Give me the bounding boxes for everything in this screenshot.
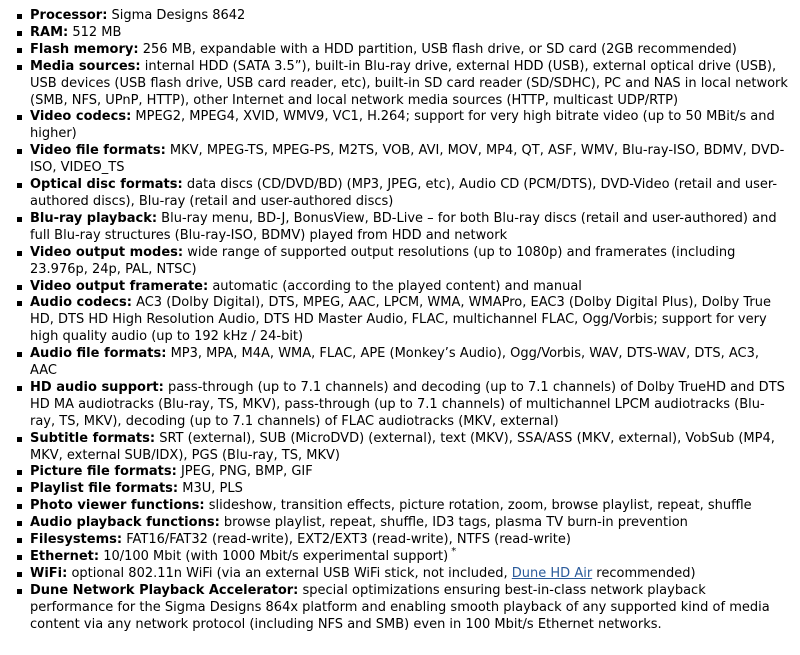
spec-value: AC3 (Dolby Digital), DTS, MPEG, AAC, LPCM, WMA, WMAPro, EAC3 (Dolby Digital Plus), Dolby True HD, DTS HD High Resolution Audio, DTS HD Master Audio, FLAC, multichannel FLAC, Ogg/Vorbis; support for very high quality audio (up to 192 kHz / 24-bit)	[30, 295, 771, 345]
spec-item	[13, 143, 788, 177]
spec-label: Media sources:	[30, 58, 141, 74]
spec-item-ethernet	[13, 546, 788, 566]
spec-value: Blu-ray menu, BD-J, BonusView, BD-Live – for both Blu-ray discs (retail and user-authored) and full Blu-ray structures (Blu-ray-ISO, BDMV) played from HDD and network	[30, 210, 777, 243]
spec-label: Photo viewer functions:	[30, 498, 205, 514]
spec-item	[13, 211, 788, 245]
spec-value: Sigma Designs 8642	[107, 8, 246, 23]
spec-item-wifi	[13, 566, 788, 583]
spec-label: Filesystems:	[30, 532, 123, 548]
spec-item	[13, 177, 788, 211]
spec-value: M3U, PLS	[178, 481, 243, 497]
spec-label: Video output modes:	[30, 244, 184, 260]
spec-label: Playlist file formats:	[30, 481, 179, 497]
spec-value: JPEG, PNG, BMP, GIF	[176, 464, 313, 480]
spec-item	[13, 346, 788, 380]
spec-item	[13, 481, 788, 498]
dune-hd-air-link[interactable]: Dune HD Air	[511, 565, 593, 581]
spec-item	[13, 431, 788, 465]
spec-value: data discs (CD/DVD/BD) (MP3, JPEG, etc), Audio CD (PCM/DTS), DVD-Video (retail and user-authored discs), Blu-ray (retail and user-authored discs)	[30, 177, 778, 209]
spec-label: Optical disc formats:	[30, 177, 183, 193]
spec-value: optional 802.11n WiFi (via an external USB WiFi stick, not included,	[67, 565, 512, 581]
spec-value: MKV, MPEG-TS, MPEG-PS, M2TS, VOB, AVI, MOV, MP4, QT, ASF, WMV, Blu-ray-ISO, BDMV, DVD-ISO, VIDEO_TS	[30, 143, 785, 176]
spec-value: FAT16/FAT32 (read-write), EXT2/EXT3 (read-write), NTFS (read-write)	[122, 532, 571, 548]
spec-item	[13, 8, 788, 25]
spec-item	[13, 295, 788, 346]
spec-label: Audio playback functions:	[30, 515, 220, 531]
spec-item	[13, 42, 788, 59]
spec-label: Flash memory:	[30, 41, 139, 57]
spec-label: RAM:	[30, 24, 69, 40]
spec-label: Video output framerate:	[30, 278, 209, 294]
spec-item	[13, 532, 788, 549]
spec-label: Ethernet:	[30, 549, 100, 564]
spec-value: SRT (external), SUB (MicroDVD) (external), text (MKV), SSA/ASS (MKV, external), VobSub (MP4, MKV, external SUB/IDX), PGS (Blu-ray, TS, MKV)	[30, 430, 775, 463]
footnote-marker: *	[451, 546, 457, 557]
spec-value: browse playlist, repeat, shuffle, ID3 tags, plasma TV burn-in prevention	[219, 515, 688, 531]
spec-value: special optimizations ensuring best-in-class network playback performance for the Sigma Designs 864x platform and enabling smooth playback of any supported kind of media content via any network protocol (including NFS and SMB) even in 100 Mbit/s Ethernet networks.	[30, 582, 770, 632]
spec-label: Subtitle formats:	[30, 430, 156, 446]
spec-item	[13, 498, 788, 515]
spec-label: Blu-ray playback:	[30, 210, 158, 226]
spec-item	[13, 279, 788, 296]
spec-value: 512 MB	[68, 24, 122, 40]
spec-value: 256 MB, expandable with a HDD partition, USB flash drive, or SD card (2GB recommended)	[138, 41, 737, 57]
spec-value: 10/100 Mbit (with 1000 Mbit/s experimental support)	[99, 549, 449, 564]
spec-label: Dune Network Playback Accelerator:	[30, 582, 299, 598]
spec-item	[13, 464, 788, 481]
spec-label: Processor:	[30, 8, 108, 23]
spec-item	[13, 515, 788, 532]
spec-value: internal HDD (SATA 3.5”), built-in Blu-ray drive, external HDD (USB), external optical drive (USB), USB devices (USB flash drive, USB card reader, etc), built-in SD card reader (SD/SDHC), PC and NAS in local network (SMB, NFS, UPnP, HTTP), other Internet and local network media sources (HTTP, multicast UDP/RTP)	[30, 58, 788, 108]
spec-value: MP3, MPA, M4A, WMA, FLAC, APE (Monkey’s Audio), Ogg/Vorbis, WAV, DTS-WAV, DTS, AC3, AAC	[30, 346, 759, 379]
spec-value: slideshow, transition effects, picture rotation, zoom, browse playlist, repeat, shuffle	[204, 498, 752, 514]
spec-label: Video file formats:	[30, 143, 166, 159]
spec-label: HD audio support:	[30, 379, 164, 395]
spec-item	[13, 380, 788, 431]
spec-label: Picture file formats:	[30, 464, 177, 480]
spec-value: wide range of supported output resolutions (up to 1080p) and framerates (including 23.976p, 24p, PAL, NTSC)	[30, 244, 736, 277]
spec-item	[13, 245, 788, 279]
spec-label: Video codecs:	[30, 109, 132, 125]
spec-label: Audio file formats:	[30, 346, 167, 362]
spec-value: pass-through (up to 7.1 channels) and decoding (up to 7.1 channels) of Dolby TrueHD and DTS HD MA audiotracks (Blu-ray, TS, MKV), pass-through (up to 7.1 channels) of multichannel LPCM audiotracks (Blu-ray, TS, MKV), decoding (up to 7.1 channels) of FLAC audiotracks (MKV, external)	[30, 379, 785, 429]
spec-value: MPEG2, MPEG4, XVID, WMV9, VC1, H.264; support for very high bitrate video (up to 50 MBit/s and higher)	[30, 109, 775, 142]
spec-value: automatic (according to the played content) and manual	[208, 278, 582, 294]
spec-item	[13, 25, 788, 42]
spec-label: Audio codecs:	[30, 295, 132, 311]
spec-value-suffix: recommended)	[592, 565, 696, 581]
spec-item-accelerator	[13, 583, 788, 634]
spec-item	[13, 59, 788, 110]
spec-label: WiFi:	[30, 565, 68, 581]
spec-item	[13, 109, 788, 143]
